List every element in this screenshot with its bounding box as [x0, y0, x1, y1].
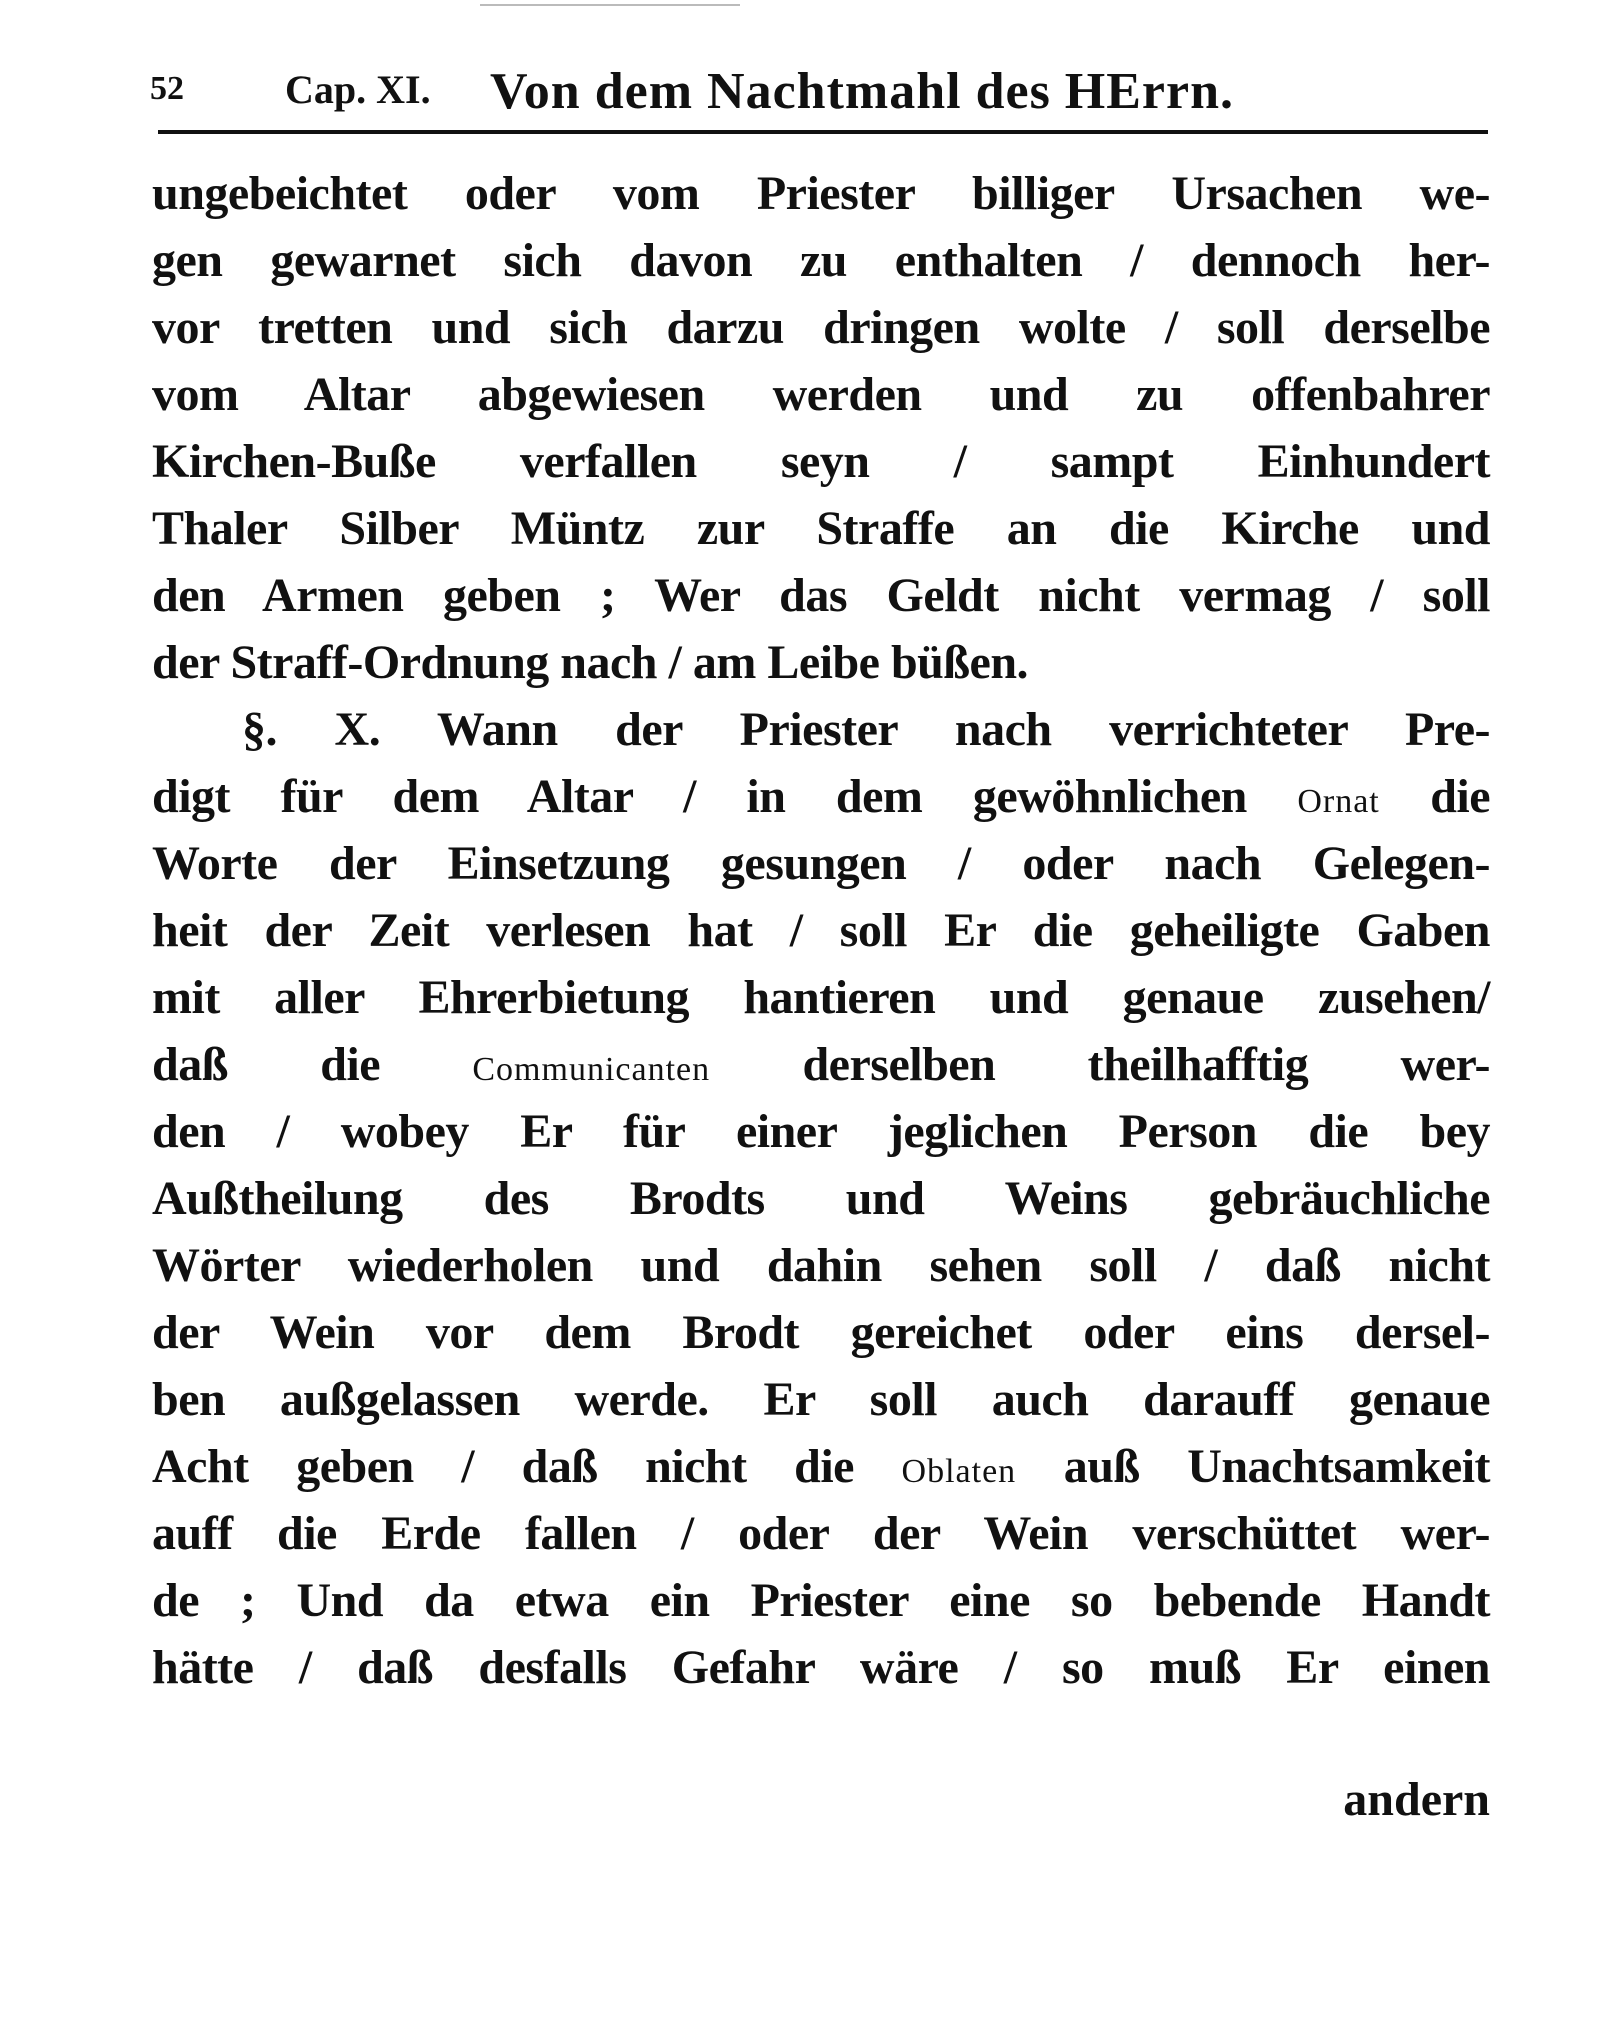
text-segment: die: [1430, 770, 1491, 823]
chapter-title: Von dem Nachtmahl des HErrn.: [490, 63, 1235, 120]
chapter-label: Cap. XI.: [285, 67, 431, 112]
text-line: Worte der Einsetzung gesungen / oder nach Gelegen-: [152, 837, 1490, 890]
header-rule: [158, 130, 1488, 134]
running-header: [150, 62, 1490, 122]
text-segment: derselben theilhafftig wer-: [802, 1038, 1491, 1091]
roman-word: Communicanten: [472, 1051, 711, 1088]
section-heading-line: §. X. Wann der Priester nach verrichteter Pre-: [242, 703, 1490, 756]
text-line: [152, 1031, 1490, 1098]
text-line: ben außgelassen werde. Er soll auch darauff genaue: [152, 1373, 1490, 1426]
page-number: 52: [150, 70, 184, 107]
text-line: Kirchen-Buße verfallen seyn / sampt Einhundert: [152, 435, 1490, 488]
text-line: [152, 763, 1490, 830]
text-segment: Acht geben / daß nicht die: [152, 1440, 854, 1493]
text-line: ungebeichtet oder vom Priester billiger Ursachen we-: [152, 167, 1490, 220]
roman-word: Ornat: [1297, 783, 1380, 820]
text-line: auff die Erde fallen / oder der Wein verschüttet wer-: [152, 1507, 1490, 1560]
body-text: [152, 160, 1490, 1701]
text-line: hätte / daß desfalls Gefahr wäre / so muß Er einen: [152, 1641, 1490, 1694]
text-line: der Wein vor dem Brodt gereichet oder eins dersel-: [152, 1306, 1490, 1359]
text-line: vom Altar abgewiesen werden und zu offenbahrer: [152, 368, 1490, 421]
scan-artifact: [480, 4, 740, 6]
text-line: Außtheilung des Brodts und Weins gebräuchliche: [152, 1172, 1490, 1225]
text-line: Thaler Silber Müntz zur Straffe an die Kirche und: [152, 502, 1490, 555]
text-line: der Straff-Ordnung nach / am Leibe büßen.: [152, 636, 1029, 689]
text-segment: auß Unachtsamkeit: [1063, 1440, 1491, 1493]
text-line: [152, 1433, 1490, 1500]
text-line: Wörter wiederholen und dahin sehen soll / daß nicht: [152, 1239, 1490, 1292]
text-line: de ; Und da etwa ein Priester eine so bebende Handt: [152, 1574, 1490, 1627]
text-line: vor tretten und sich darzu dringen wolte / soll derselbe: [152, 301, 1490, 354]
text-line: heit der Zeit verlesen hat / soll Er die geheiligte Gaben: [152, 904, 1490, 957]
roman-word: Oblaten: [901, 1453, 1017, 1490]
text-line: den Armen geben ; Wer das Geldt nicht vermag / soll: [152, 569, 1490, 622]
text-segment: daß die: [152, 1038, 381, 1091]
catchword: andern: [1343, 1773, 1490, 1826]
text-line: mit aller Ehrerbietung hantieren und genaue zusehen/: [152, 971, 1490, 1024]
text-segment: digt für dem Altar / in dem gewöhnlichen: [152, 770, 1247, 823]
text-line: gen gewarnet sich davon zu enthalten / dennoch her-: [152, 234, 1490, 287]
text-line: den / wobey Er für einer jeglichen Person die bey: [152, 1105, 1490, 1158]
